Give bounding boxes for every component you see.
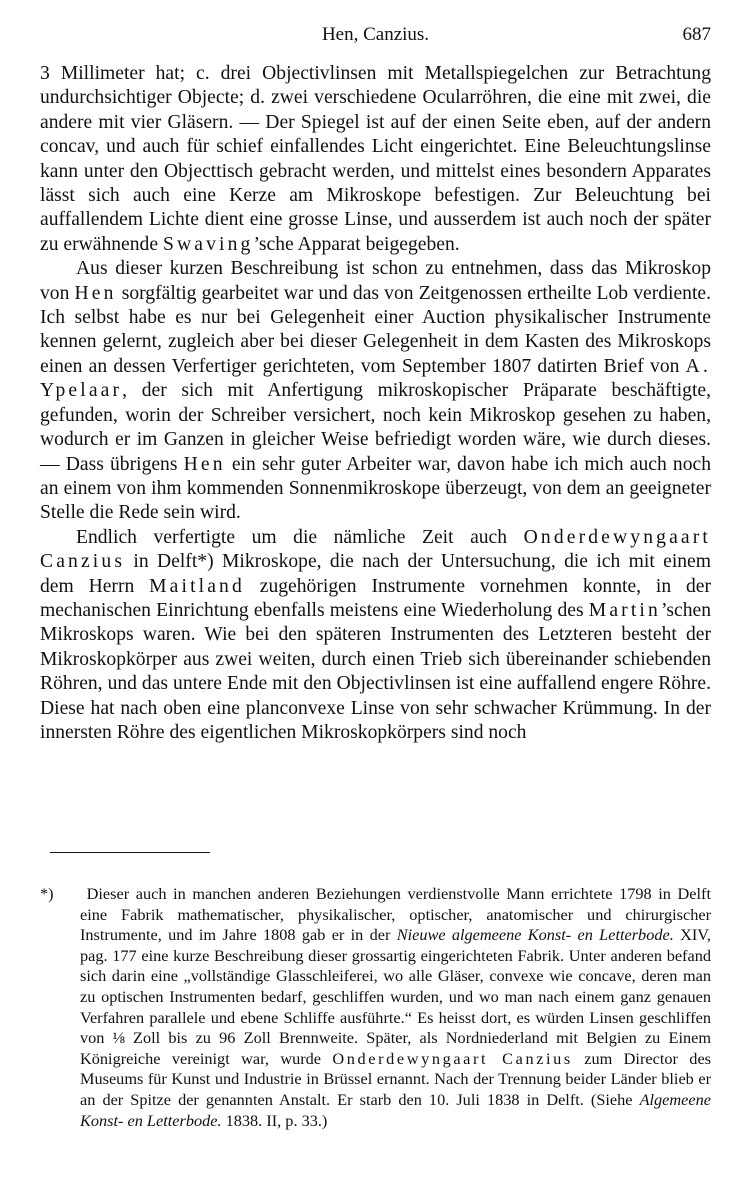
text-run: XIV, pag. 177 eine kurze Beschreibung dieser grossartig eingerichteten Fabrik. Unter anderen befand sich darin eine „vollständige Glasschleiferei, wo alle Gläser, convexe wie concave, deren man zu optischen Instrumenten bedarf, geschliffen wurden, und wo man nach einem ganz genauen Verfahren parallele und ebene Schliffe ausführte.“ Es heisst dort, es würden Linsen geschliffen von ⅛ Zoll bis zu 96 Zoll Brennweite. Später, als Nordniederland mit Belgien zu Einem Königreiche vereinigt war, wurde [80, 925, 711, 1068]
citation-title: Nieuwe algemeene Konst- en Letterbode. [396, 925, 674, 945]
text-run: , der sich mit Anfertigung mikroskopischer Präparate beschäftigte, gefunden, worin der Schreiber versichert, noch kein Mikroskop gesehen zu haben, wodurch er im Ganzen in gleicher Weise befriedigt worden wäre, wie durch dieses. — Dass übrigens [40, 380, 711, 475]
footnote-marker: *) [40, 884, 54, 903]
text-run: in Delft*) Mikroskope, die nach der Untersuchung, die ich mit einem dem Herrn [40, 551, 711, 597]
text-run: Aus dieser kurzen Beschreibung ist schon zu entnehmen, dass das Mikroskop von [40, 258, 711, 304]
text-run: 3 Millimeter hat; c. drei Objectivlinsen mit Metallspiegelchen zur Betrachtung undurchsichtiger Objecte; d. zwei verschiedene Ocularröhren, die eine mit zwei, die andere mit vier Gläsern. — Der Spiegel ist auf der einen Seite eben, auf der andern concav, und auch für schief einfallendes Licht eingerichtet. Eine Beleuchtungslinse kann unter den Objecttisch gebracht werden, und mittelst eines besondern Apparates lässt sich auch eine Kerze am Mikroskope befestigen. Zur Beleuchtung bei auffallendem Lichte dient eine grosse Linse, und ausserdem ist auch noch der später zu erwähnende [40, 63, 711, 255]
text-run: ’sche Apparat beigegeben. [253, 233, 460, 255]
paragraph-1 [40, 62, 711, 257]
footnote-separator [50, 852, 210, 853]
footnote-paragraph [40, 884, 711, 1131]
paragraph-3 [40, 526, 711, 746]
running-header [40, 24, 711, 54]
spaced-name: Onderdewyngaart Canzius [40, 526, 711, 573]
spaced-name: A. Ypelaar [40, 355, 711, 402]
spaced-name: Martin [588, 599, 661, 621]
text-run: 1838. II, p. 33.) [221, 1110, 328, 1130]
spaced-name: Hen [183, 453, 226, 475]
spaced-name: Swaving [162, 233, 254, 255]
text-run: sorgfältig gearbeitet war und das von Zeitgenossen ertheilte Lob verdiente. Ich selbst habe es nur bei Gelegenheit einer Auction physikalischer Instrumente kennen gelernt, zugleich aber bei dieser Gelegenheit in dem Kasten des Mikroskops einen an dessen Verfertiger gerichteten, vom September 1807 datirten Brief von [40, 282, 711, 377]
text-run: ’schen Mikroskops waren. Wie bei den späteren Instrumenten des Letzteren besteht der Mikroskopkörper aus zwei weiten, durch einen Trieb sich übereinander schiebenden Röhren, und das untere Ende mit den Objectivlinsen ist eine auffallend engere Röhre. Diese hat nach oben eine planconvexe Linse von sehr schwacher Krümmung. In der innersten Röhre des eigentlichen Mikroskopkörpers sind noch [40, 599, 711, 743]
footnote [40, 884, 711, 1131]
text-run: zugehörigen Instrumente vornehmen konnte, in der mechanischen Einrichtung ebenfalls meistens eine Wiederholung des [40, 575, 711, 621]
spaced-name: Onderdewyngaart Canzius [332, 1048, 573, 1068]
text-run: zum Director des Museums für Kunst und Industrie in Brüssel ernannt. Nach der Trennung beider Länder blieb er an der Spitze der genannten Anstalt. Er starb den 10. Juli 1838 in Delft. (Siehe [80, 1048, 712, 1109]
text-run: Endlich verfertigte um die nämliche Zeit auch [76, 526, 524, 548]
main-text [40, 62, 711, 745]
citation-title: Algemeene Konst- en Letterbode. [80, 1089, 711, 1130]
spaced-name: Hen [74, 282, 117, 304]
page-number: 687 [682, 24, 711, 45]
paragraph-2 [40, 257, 711, 525]
spaced-name: Maitland [149, 575, 245, 597]
running-title: Hen, Canzius. [321, 24, 430, 45]
text-run: ein sehr guter Arbeiter war, davon habe ich mich auch noch an einem von ihm kommenden Sonnenmikroskope überzeugt, von dem an geeigneter Stelle die Rede sein wird. [40, 453, 711, 524]
text-run: Dieser auch in manchen anderen Beziehungen verdienstvolle Mann errichtete 1798 in Delft eine Fabrik mathematischer, physikalischer, optischer, anatomischer und chirurgischer Instrumente, und im Jahre 1808 gab er in der [80, 884, 711, 945]
